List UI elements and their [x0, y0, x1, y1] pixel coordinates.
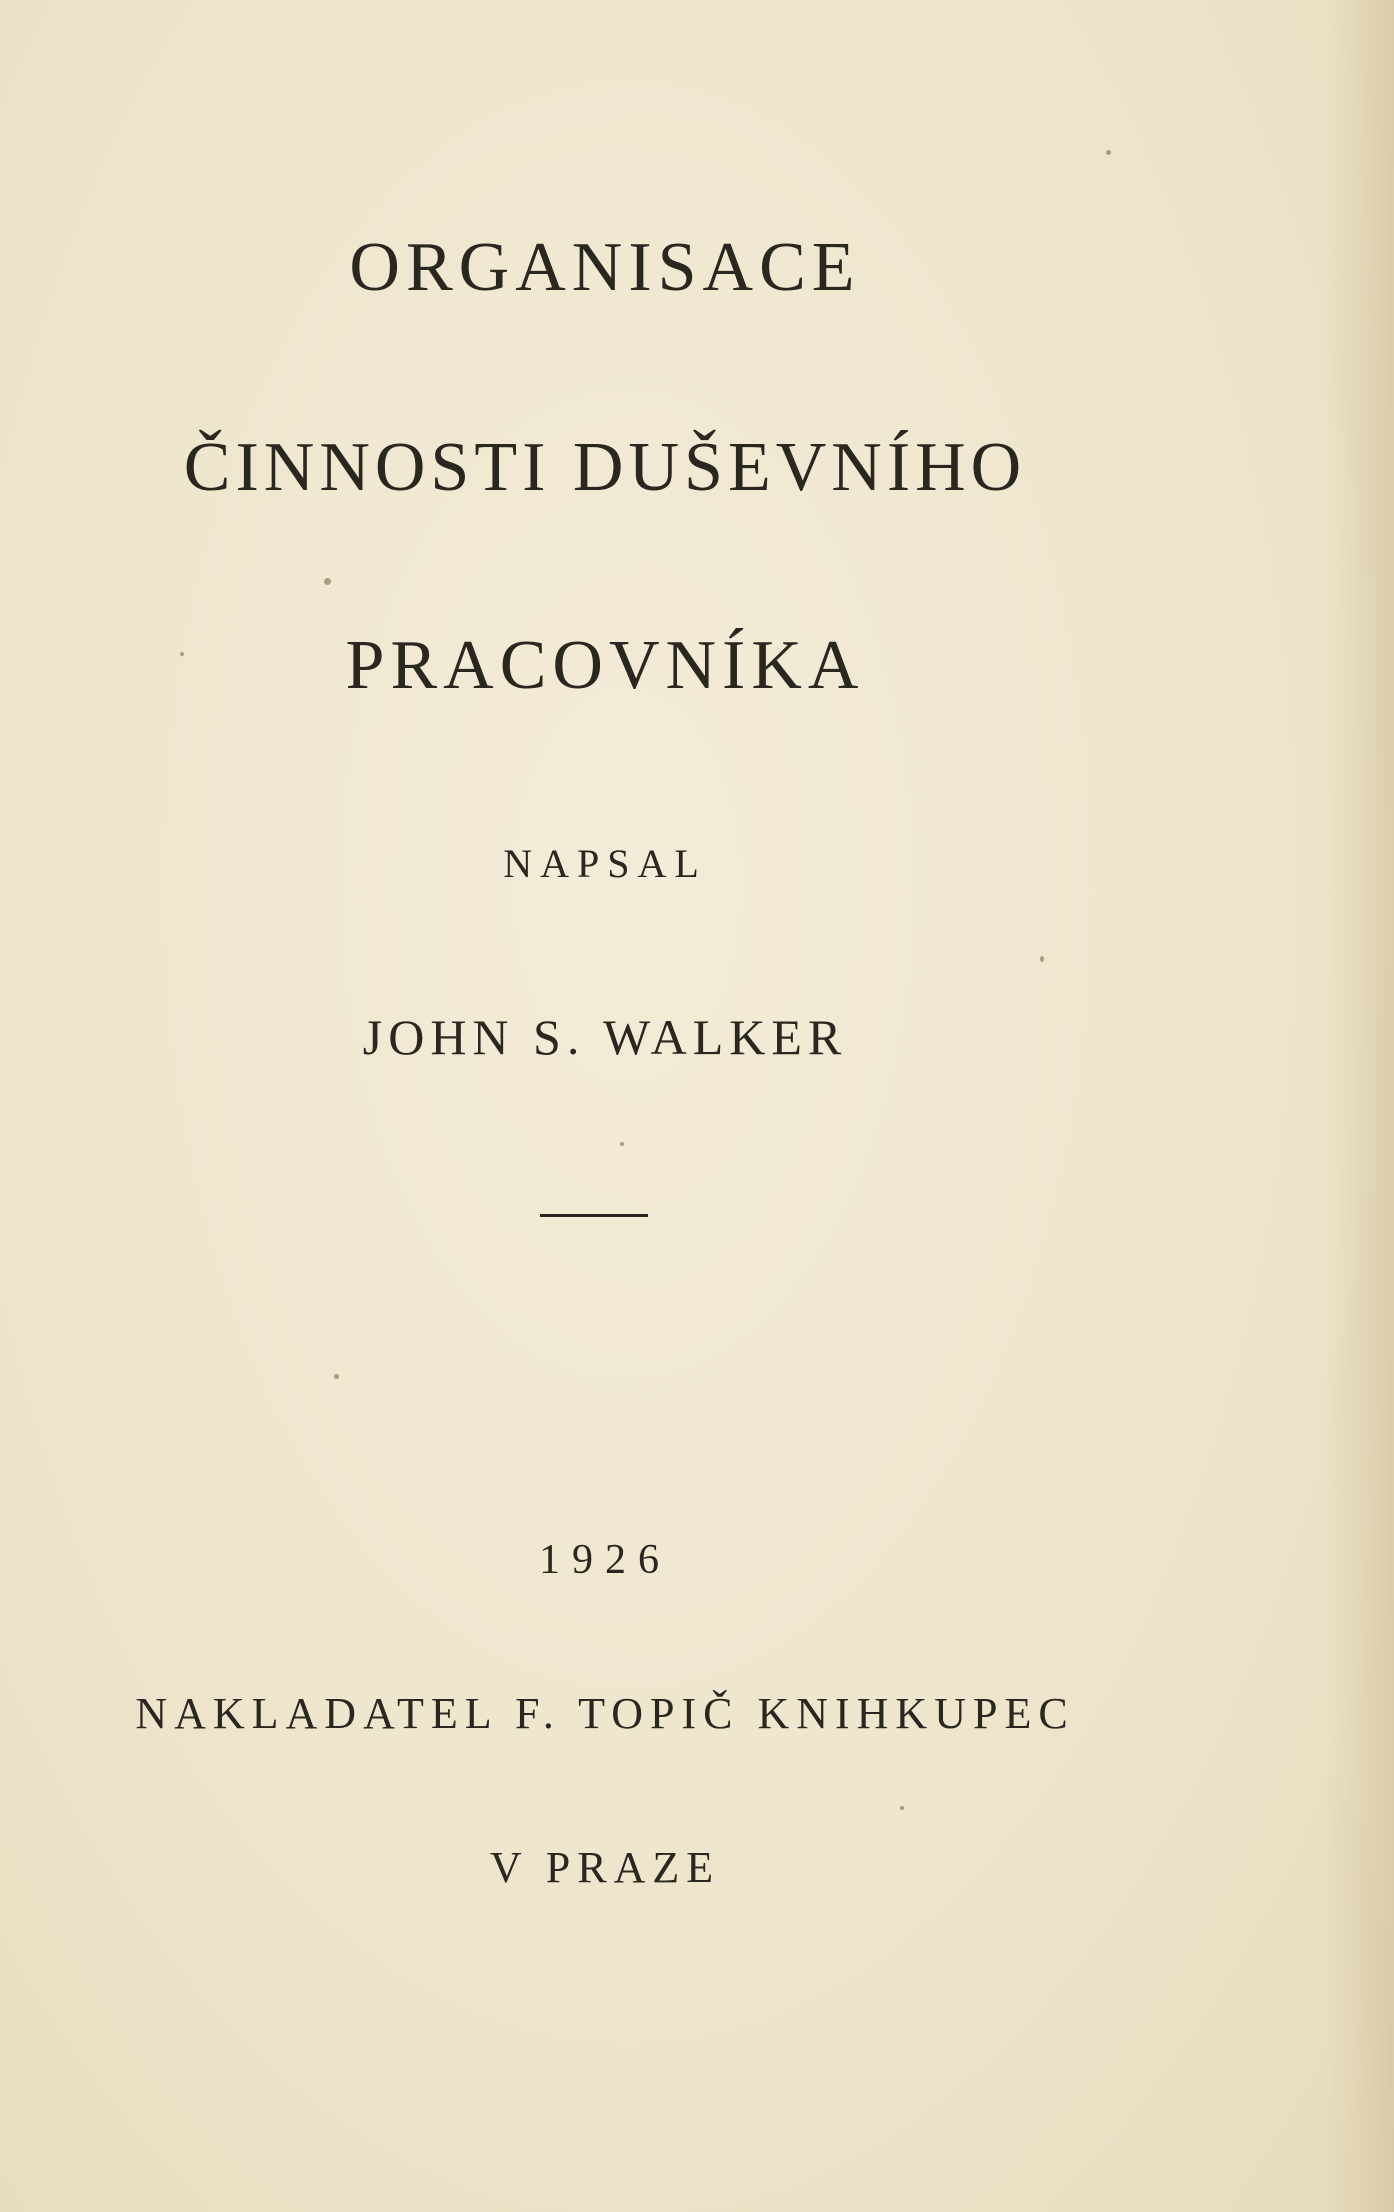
title-line-3: PRACOVNÍKA	[345, 627, 865, 704]
paper-speck	[900, 1806, 904, 1810]
page-edge-shading	[1324, 0, 1394, 2212]
publisher: NAKLADATEL F. TOPIČ KNIHKUPEC	[135, 1689, 1075, 1738]
divider-rule	[540, 1214, 648, 1217]
paper-speck	[180, 652, 184, 656]
byline: NAPSAL	[503, 841, 707, 886]
paper-speck	[334, 1374, 339, 1379]
author-name: JOHN S. WALKER	[362, 1009, 848, 1065]
paper-speck	[620, 1142, 624, 1146]
paper-speck	[1106, 150, 1111, 155]
title-line-2: ČINNOSTI DUŠEVNÍHO	[183, 429, 1027, 506]
publication-year: 1926	[539, 1537, 671, 1583]
paper-speck	[324, 578, 331, 585]
title-line-1: ORGANISACE	[349, 229, 861, 306]
publication-place: V PRAZE	[489, 1843, 721, 1892]
paper-speck	[1040, 956, 1044, 962]
